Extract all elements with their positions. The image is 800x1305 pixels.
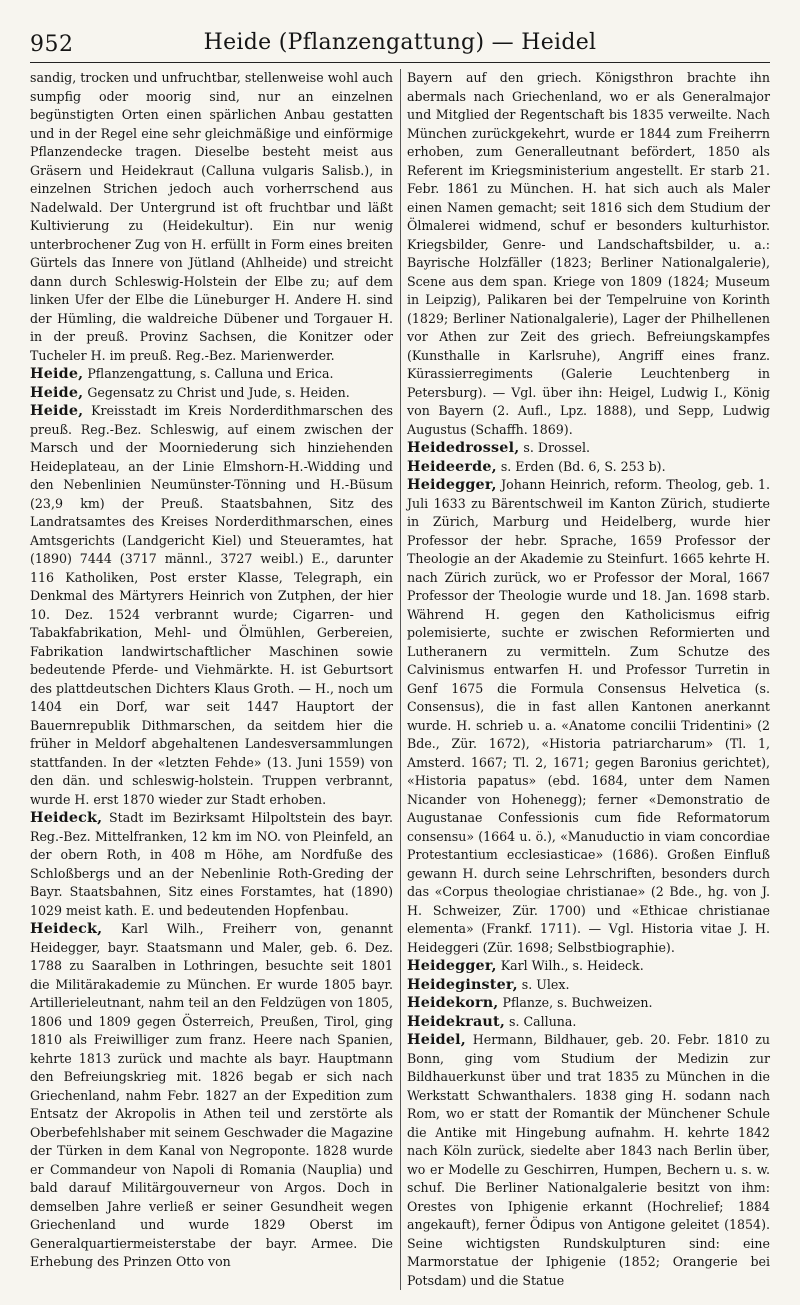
entry-headword: Heide, xyxy=(30,366,84,382)
entry xyxy=(30,384,393,403)
entry-text: s. Calluna. xyxy=(505,1013,577,1029)
entry-headword: Heideck, xyxy=(30,810,103,826)
entry-headword: Heide, xyxy=(30,384,84,401)
entry-headword: Heideck, xyxy=(30,921,103,937)
entry-headword: Heidekorn, xyxy=(407,995,499,1011)
entry xyxy=(407,458,770,477)
entry-text: Karl Wilh., Freiherr von, genannt Heidegger, bayr. Staatsmann und Maler, geb. 6. Dez. 1788 zu Saaralben in Lothringen, besuchte seit 1801 die Militärakademie zu München. Er wurde 1805 bayr. Artillerieleutnant, nahm teil an den Feldzügen von 1805, 1806 und 1809 gegen Österreich, Preußen, Tirol, ging 1810 als Freiwilliger zum franz. Heere nach Spanien, kehrte 1813 zurück und machte als bayr. Hauptmann den Befreiungskrieg mit. 1826 begab er sich nach Griechenland, nahm Febr. 1827 an der Expedition zum Entsatz der Akropolis in Athen teil und zerstörte als Oberbefehlshaber mit seinem Geschwader die Magazine der Türken in dem Kanal von Negroponte. 1828 wurde er Commandeur von Napoli di Romania (Nauplia) und bald darauf Militärgouverneur von Argos. Doch in demselben Jahre verließ er seiner Gesundheit wegen Griechenland und wurde 1829 Oberst im Generalquartiermeisterstabe der bayr. Armee. Die Erhebung des Prinzen Otto von xyxy=(30,921,393,1269)
entry-text: Kreisstadt im Kreis Norderdithmarschen des preuß. Reg.-Bez. Schleswig, auf einem zwischen der Marsch und der Moorniederung sich hinziehenden Heideplateau, an der Linie Elmshorn-H.-Widding und den Nebenlinien Neumünster-Tönning und H.-Büsum (23,9 km) der Preuß. Staatsbahnen, Sitz des Landratsamtes des Kreises Norderdithmarschen, eines Amtsgerichts (Landgericht Kiel) und Steueramtes, hat (1890) 7444 (3717 männl., 3727 weibl.) E., darunter 116 Katholiken, Post erster Klasse, Telegraph, ein Denkmal des Märtyrers Heinrich von Zutphen, der hier 10. Dez. 1524 verbrannt wurde; Cigarren- und Tabakfabrikation, Mehl- und Ölmühlen, Gerbereien, Fabrikation landwirtschaftlicher Maschinen sowie bedeutende Pferde- und Viehmärkte. H. ist Geburtsort des plattdeutschen Dichters Klaus Groth. — H., noch um 1404 ein Dorf, war seit 1447 Hauptort der Bauernrepublik Dithmarschen, da seitdem hier die früher in Meldorf abgehaltenen Landesversammlungen stattfanden. In der «letzten Fehde» (13. Juni 1559) von den dän. und schleswig-holstein. Truppen verbrannt, wurde H. erst 1870 wieder zur Stadt erhoben. xyxy=(30,403,393,807)
entry xyxy=(407,957,770,976)
entry xyxy=(30,920,393,1272)
entry-headword: Heideerde, xyxy=(407,458,497,475)
entry-headword: Heidegger, xyxy=(407,958,497,974)
entry-text: s. Drossel. xyxy=(519,440,590,455)
entry-text: Hermann, Bildhauer, geb. 20. Febr. 1810 zu Bonn, ging vom Studium der Medizin zur Bildhauerkunst über und trat 1835 zu München in die Werkstatt Schwanthalers. 1838 ging H. sodann nach Rom, wo er statt der Romantik der Münchener Schule die Antike mit Hingebung aufnahm. H. kehrte 1842 nach Köln zurück, siedelte aber 1843 nach Berlin über, wo er Modelle zu Geschirren, Humpen, Bechern u. s. w. schuf. Die Berliner Nationalgalerie besitzt von ihm: Orestes von Iphigenie erkannt (Hochrelief; 1884 angekauft), ferner Ödipus von Antigone geleitet (1854). Seine wichtigsten Rundskulpturen sind: eine Marmorstatue der Iphigenie (1852; Orangerie bei Potsdam) und die Statue xyxy=(407,1032,770,1288)
entry xyxy=(407,439,770,458)
entry xyxy=(407,1031,770,1290)
entry-headword: Heidegger, xyxy=(407,477,497,493)
entry-text: Gegensatz zu Christ und Jude, s. Heiden. xyxy=(83,384,350,400)
entry-headword: Heidel, xyxy=(407,1032,466,1048)
entry-text: Pflanze, s. Buchweizen. xyxy=(498,995,653,1010)
entry-text: s. Erden (Bd. 6, S. 253 b). xyxy=(496,458,666,474)
entry-text: Pflanzengattung, s. Calluna und Erica. xyxy=(83,366,334,381)
entry xyxy=(30,809,393,920)
entry-headword: Heideginster, xyxy=(407,976,518,993)
entry-text: Karl Wilh., s. Heideck. xyxy=(496,958,644,973)
right-column xyxy=(407,69,770,1290)
running-head: Heide (Pflanzengattung) — Heidel xyxy=(203,30,597,55)
page-header xyxy=(30,22,770,63)
column-divider xyxy=(400,69,401,1290)
entry-continuation: Bayern auf den griech. Königsthron brachte ihn abermals nach Griechenland, wo er als Generalmajor und Mitglied der Regentschaft bis 1835 verweilte. Nach München zurückgekehrt, wurde er 1844 zum Freiherrn erhoben, zum Generalleutnant befördert, 1850 als Referent im Kriegsministerium angestellt. Er starb 21. Febr. 1861 zu München. H. hat sich auch als Maler einen Namen gemacht; seit 1816 sich dem Studium der Ölmalerei widmend, schuf er besonders kulturhistor. Kriegsbilder, Genre- und Landschaftsbilder, u. a.: Bayrische Holzfäller (1823; Berliner Nationalgalerie), Scene aus dem span. Kriege von 1809 (1824; Museum in Leipzig), Palikaren bei der Tempelruine von Korinth (1829; Berliner Nationalgalerie), Lager der Philhellenen vor Athen zur Zeit des griech. Befreiungskampfes (Kunsthalle in Karlsruhe), Angriff eines franz. Kürassierregiments (Galerie Leuchtenberg in Petersburg). — Vgl. über ihn: Heigel, Ludwig I., König von Bayern (2. Aufl., Lpz. 1888), und Sepp, Ludwig Augustus (Schaffh. 1869). xyxy=(407,70,770,437)
entry-continuation: sandig, trocken und unfruchtbar, stellenweise wohl auch sumpfig oder moorig sind, nur an einzelnen begünstigten Orten einen spärlichen Anbau gestatten und in der Regel eine sehr gleichmäßige und einförmige Pflanzendecke tragen. Dieselbe besteht meist aus Gräsern und Heidekraut (Calluna vulgaris Salisb.), in einzelnen Strichen jedoch auch vorherrschend aus Nadelwald. Der Untergrund ist oft fruchtbar und läßt Kultivierung zu (Heidekultur). Ein nur wenig unterbrochener Zug von H. erfüllt in Form eines breiten Gürtels das Innere von Jütland (Ahlheide) und streicht dann durch Schleswig-Holstein der Elbe zu; auf dem linken Ufer der Elbe die Lüneburger H. Andere H. sind der Hümling, die waldreiche Dübener und Torgauer H. in der preuß. Provinz Sachsen, die Konitzer oder Tucheler H. im preuß. Reg.-Bez. Marienwerder. xyxy=(30,70,393,363)
text-columns xyxy=(30,69,770,1290)
page-number: 952 xyxy=(30,32,74,57)
entry xyxy=(407,1013,770,1032)
left-column xyxy=(30,69,393,1290)
entry xyxy=(30,402,393,809)
entry-text: Johann Heinrich, reform. Theolog, geb. 1. Juli 1633 zu Bärentschweil im Kanton Zürich, studierte in Zürich, Marburg und Heidelberg, wurde hier Professor der hebr. Sprache, 1659 Professor der Theologie an der Akademie zu Steinfurt. 1665 kehrte H. nach Zürich zurück, wo er Professor der Moral, 1667 Professor der Theologie wurde und 18. Jan. 1698 starb. Während H. gegen den Katholicismus eifrig polemisierte, suchte er zwischen Reformierten und Lutheranern zu vermitteln. Zum Schutze des Calvinismus entwarfen H. und Professor Turretin in Genf 1675 die Formula Consensus Helvetica (s. Consensus), die in fast allen Kantonen anerkannt wurde. H. schrieb u. a. «Anatome concilii Tridentini» (2 Bde., Zür. 1672), «Historia patriarcharum» (Tl. 1, Amsterd. 1667; Tl. 2, 1671; gegen Baronius gerichtet), «Historia papatus» (ebd. 1684, unter dem Namen Nicander von Hohenegg); ferner «Demonstratio de Augustanae Confessionis cum fide Reformatorum consensu» (1664 u. ö.), «Manuductio in viam concordiae Protestantium ecclesiasticae» (1686). Großen Einfluß gewann H. durch seine Lehrschriften, besonders durch das «Corpus theologiae christianae» (2 Bde., hg. von J. H. Schweizer, Zür. 1700) und «Ethicae christianae elementa» (Frankf. 1711). — Vgl. Historia vitae J. H. Heideggeri (Zür. 1698; Selbstbiographie). xyxy=(407,477,770,955)
entry xyxy=(407,976,770,995)
entry xyxy=(407,994,770,1013)
entry xyxy=(407,476,770,957)
entry-text: Stadt im Bezirksamt Hilpoltstein des bayr. Reg.-Bez. Mittelfranken, 12 km im NO. von Pleinfeld, an der obern Roth, in 408 m Höhe, am Nordfuße des Schloßbergs und an der Nebenlinie Roth-Greding der Bayr. Staatsbahnen, Sitz eines Forstamtes, hat (1890) 1029 meist kath. E. und bedeutenden Hopfenbau. xyxy=(30,810,393,918)
entry-headword: Heide, xyxy=(30,403,84,419)
entry xyxy=(30,365,393,384)
entry-text: s. Ulex. xyxy=(517,976,570,992)
entry-headword: Heidekraut, xyxy=(407,1013,506,1030)
entry-headword: Heidedrossel, xyxy=(407,440,520,456)
